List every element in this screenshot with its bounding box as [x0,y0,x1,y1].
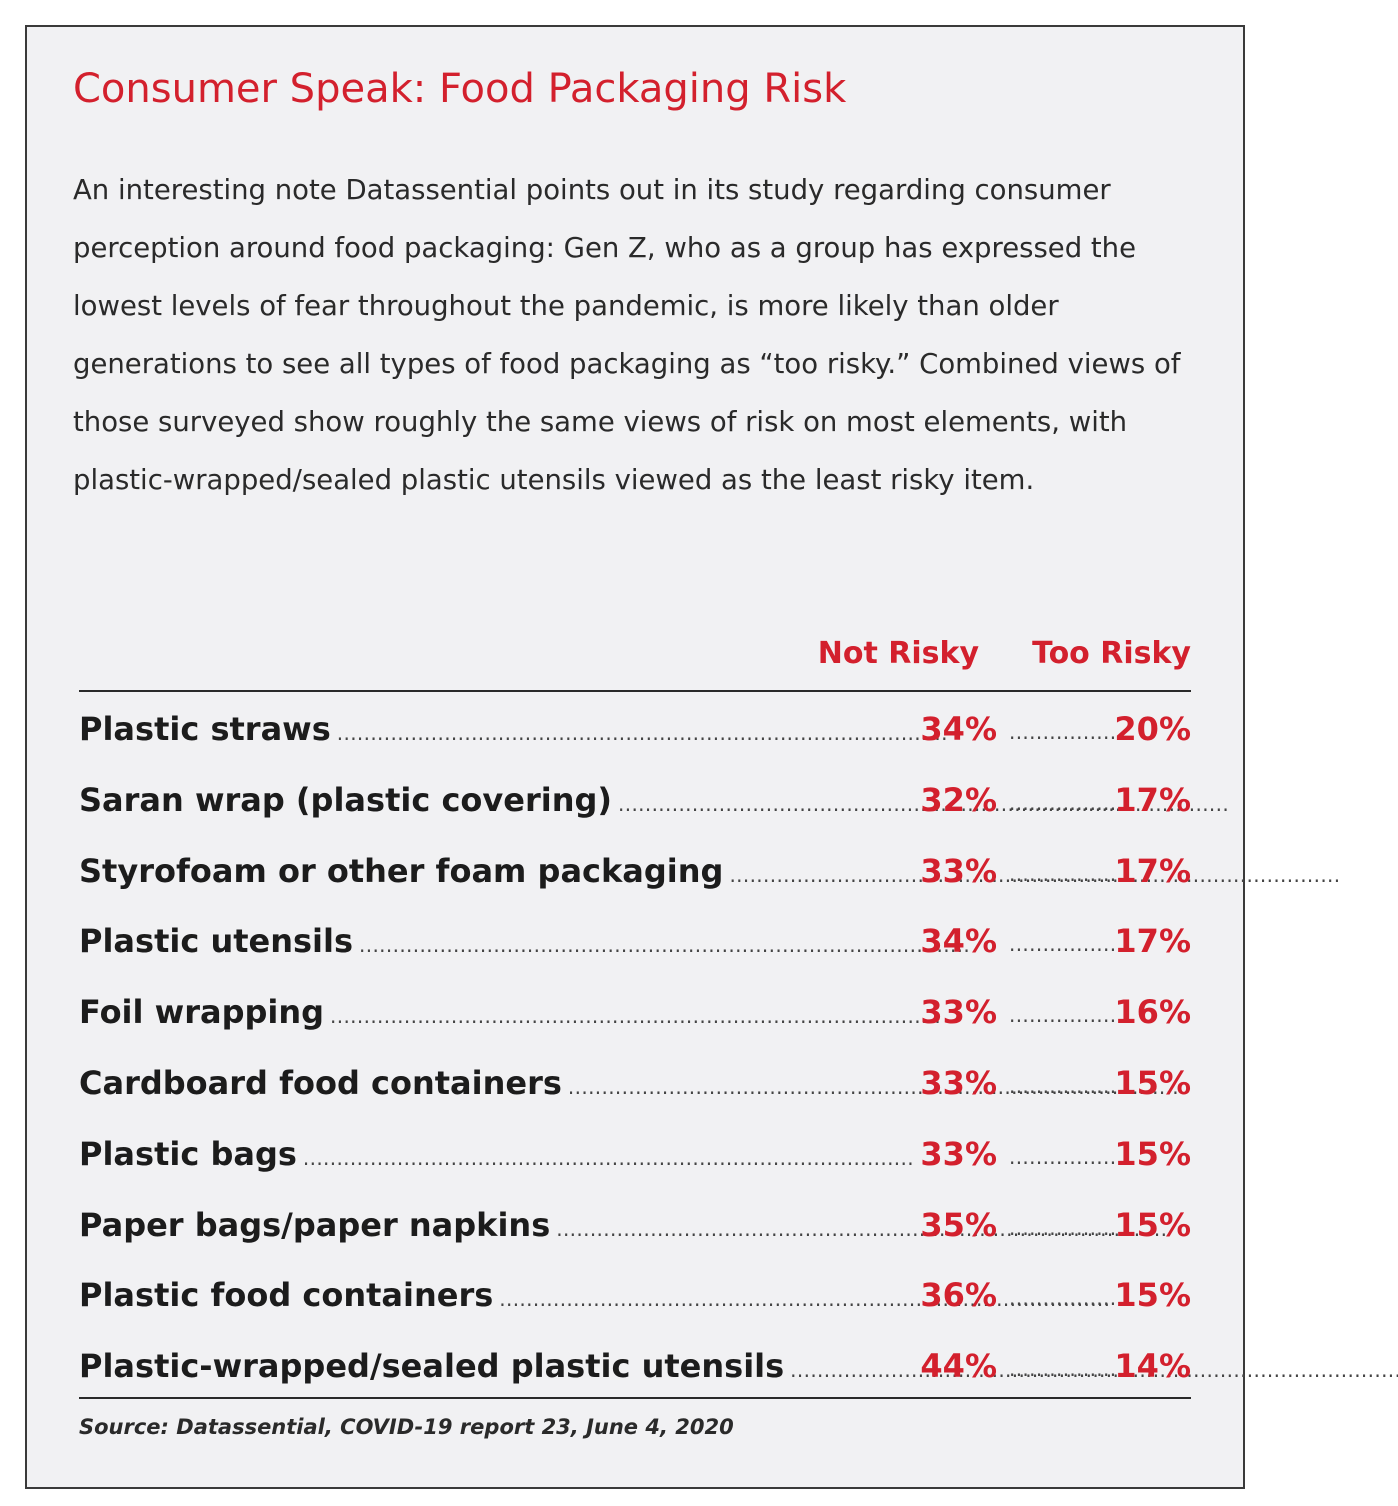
row-label [79,987,889,1037]
leader-dots: . . . . . . . . . . . . . . . . [1009,1215,1114,1240]
row-too-risky: 14% [1114,1347,1191,1386]
table-row [79,1190,1191,1261]
leader-dots: . . . . . . . . . . . . . . . . [1009,790,1114,815]
leader-dots: . . . . . . . . . . . . . . . . [1009,932,1114,957]
table-bottom-rule [79,1397,1191,1399]
row-item: Cardboard food containers [79,1064,568,1102]
row-too-risky: 15% [1114,1276,1191,1315]
row-too-risky: 15% [1114,1063,1191,1102]
intro-paragraph: An interesting note Datassential points out in its study regarding consumer perception around food packaging: Gen Z, who as a group has expressed the lowest levels of fear throughout the pandemic, is more likely than older generations to see all types of food packaging as “too risky.” Combined views of those surveyed show roughly the same views of risk on most elements, with plastic-wrapped/sealed plastic utensils viewed as the least risky item. [73,174,1181,496]
row-not-risky: 34% [920,922,997,961]
row-item: Plastic utensils [79,922,359,960]
table-row [79,1260,1191,1331]
table-row [79,1119,1191,1190]
row-not-risky: 44% [920,1347,997,1386]
row-not-risky: 33% [920,851,997,890]
leader-dots: . . . . . . . . . . . . . . . . [1009,1357,1114,1382]
source-note: Source: Datassential, COVID-19 report 23, June 4, 2020 [79,1415,734,1439]
row-item: Styrofoam or other foam packaging [79,852,729,890]
sidebar-panel [25,25,1245,1489]
table-row [79,694,1191,765]
table-row [79,765,1191,836]
row-label [79,1270,889,1320]
row-item: Plastic food containers [79,1276,499,1314]
table-top-rule [79,690,1191,692]
row-item: Foil wrapping [79,993,330,1031]
row-label [79,704,889,754]
row-too-risky: 15% [1114,1205,1191,1244]
row-too-risky: 17% [1114,922,1191,961]
table-row [79,836,1191,907]
row-label [79,916,889,966]
row-label [79,1058,889,1108]
row-not-risky: 36% [920,1276,997,1315]
row-too-risky: 15% [1114,1134,1191,1173]
leader-dots: . . . . . . . . . . . . . . . . [1009,861,1114,886]
header-too-risky: Too Risky [1032,636,1191,671]
row-label [79,846,889,896]
row-label [79,775,889,825]
row-item: Plastic-wrapped/sealed plastic utensils [79,1347,790,1385]
row-too-risky: 20% [1114,710,1191,748]
header-not-risky: Not Risky [817,636,979,671]
row-not-risky: 34% [920,710,997,748]
table-row [79,1048,1191,1119]
table-row [79,906,1191,977]
row-label [79,1200,889,1250]
row-not-risky: 33% [920,1063,997,1102]
row-item: Plastic straws [79,710,337,748]
risk-table [79,694,1191,1402]
leader-dots: . . . . . . . . . . . . . . . . [1009,1144,1114,1169]
row-item: Paper bags/paper napkins [79,1206,556,1244]
leader-dots: . . . . . . . . . . . . . . . . [1009,720,1114,744]
row-label [79,1341,889,1391]
row-too-risky: 17% [1114,780,1191,819]
table-row [79,977,1191,1048]
row-label [79,1129,889,1179]
row-item: Saran wrap (plastic covering) [79,781,618,819]
row-too-risky: 16% [1114,993,1191,1032]
leader-dots: . . . . . . . . . . . . . . . . [1009,1073,1114,1098]
row-too-risky: 17% [1114,851,1191,890]
row-item: Plastic bags [79,1135,303,1173]
leader-dots: . . . . . . . . . . . . . . . . [1009,1003,1114,1028]
row-not-risky: 33% [920,993,997,1032]
table-row [79,1331,1191,1402]
row-not-risky: 33% [920,1134,997,1173]
row-not-risky: 32% [920,780,997,819]
row-not-risky: 35% [920,1205,997,1244]
panel-title: Consumer Speak: Food Packaging Risk [73,66,847,112]
leader-dots: . . . . . . . . . . . . . . . . [1009,1286,1114,1311]
